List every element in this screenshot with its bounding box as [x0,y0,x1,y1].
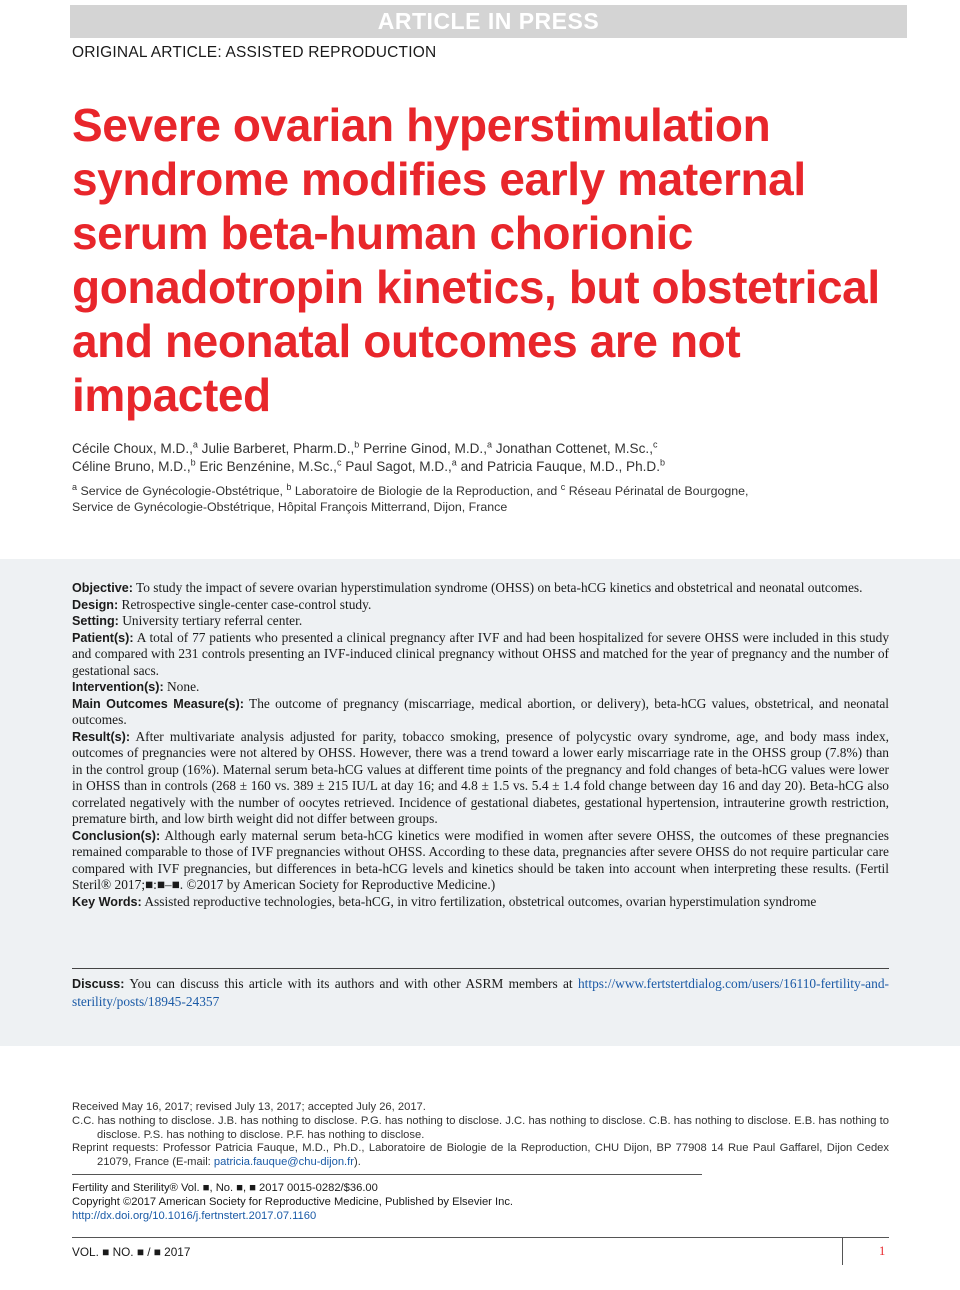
journal-citation: Fertility and Sterility® Vol. ■, No. ■, ■ 2017 0015-0282/$36.00 [72,1182,378,1194]
affiliations [72,483,902,515]
disclosures: C.C. has nothing to disclose. J.B. has nothing to disclose. P.G. has nothing to disclose. J.C. has nothing to disclose. C.B. has nothing to disclose. E.B. has nothing to disclose. P.S. has nothing to disclose. P.F. has nothing to disclose. [72,1114,889,1141]
affiliation-b: Laboratoire de Biologie de la Reproduction, and [291,484,561,498]
author-affiliation-mark: a [487,439,493,450]
abstract-section [72,597,889,614]
author-name: Jonathan Cottenet, M.Sc., [495,441,653,456]
author-affiliation-mark: a [192,439,198,450]
author-name: Julie Barberet, Pharm.D., [201,441,355,456]
affiliation-mark-a: a [72,481,78,492]
abstract-section-label: Main Outcomes Measure(s): [72,696,244,711]
abstract-section-text: University tertiary referral center. [122,613,303,628]
abstract-section [72,696,889,729]
author-name: Paul Sagot, M.D., [345,459,452,474]
footer-volume: VOL. ■ NO. ■ / ■ 2017 [72,1245,191,1259]
affiliation-c: Réseau Périnatal de Bourgogne, [565,484,749,498]
author-name: Eric Benzénine, M.Sc., [199,459,337,474]
author-name: Cécile Choux, M.D., [72,441,193,456]
abstract-section-label: Design: [72,597,119,612]
doi-link[interactable]: http://dx.doi.org/10.1016/j.fertnstert.2017.07.1160 [72,1209,317,1222]
abstract-section-label: Objective: [72,581,133,595]
reprint-text: Reprint requests: Professor Patricia Fauque, M.D., Ph.D., Laboratoire de Biologie de la Reproduction, CHU Dijon, BP 77908 14 Rue Paul Gaffarel, Dijon Cedex 21079, France (E-mail: [72,1142,889,1169]
abstract-section [72,894,889,911]
abstract-section-label: Conclusion(s): [72,828,161,843]
abstract-section [72,613,889,630]
abstract-section-text: None. [167,679,200,694]
reprint-requests [72,1142,889,1170]
footnote-divider [72,1174,702,1175]
reprint-close: ). [354,1156,361,1169]
author-affiliation-mark: c [652,439,658,450]
abstract-section [72,828,889,894]
received-dates: Received May 16, 2017; revised July 13, 2017; accepted July 26, 2017. [72,1101,426,1113]
section-label: ORIGINAL ARTICLE: ASSISTED REPRODUCTION [72,44,437,61]
abstract-section-text: A total of 77 patients who presented a clinical pregnancy after IVF and had been hospitalized for severe OHSS were included in this study and compared with 231 controls presenting an IVF-induced clinical pregnancy without OHSS and matched for the year of pregnancy and the number of gestational sacs. [72,629,890,678]
author-name: Céline Bruno, M.D., [72,459,191,474]
footer-divider [72,1237,889,1238]
abstract-section [72,630,889,680]
abstract-section-text: Assisted reproductive technologies, beta-hCG, in vitro fertilization, obstetrical outcomes, ovarian hyperstimulation syndrome [144,893,817,909]
abstract-section-text: To study the impact of severe ovarian hyperstimulation syndrome (OHSS) on beta-hCG kinetics and obstetrical and neonatal outcomes. [136,580,863,595]
discuss-text: You can discuss this article with its authors and with other ASRM members at [129,976,573,991]
abstract-section-text: Retrospective single-center case-control study. [121,596,372,612]
abstract-section-label: Patient(s): [72,630,134,645]
abstract-section [72,679,889,696]
author-name: and Patricia Fauque, M.D., Ph.D. [460,459,661,474]
footer-vertical-divider [842,1237,843,1265]
author-affiliation-mark: b [354,439,360,450]
author-list [72,440,902,476]
discuss-label: Discuss: [72,977,125,991]
discuss-link[interactable]: https://www.fertstertdialog.com/users/16110-fertility-and-sterility/posts/18945-24357 [72,976,889,1009]
footnotes [72,1101,889,1170]
affiliation-hospital: Service de Gynécologie-Obstétrique, Hôpital François Mitterrand, Dijon, France [72,500,508,514]
abstract-section-label: Result(s): [72,729,131,744]
reprint-email-link[interactable]: patricia.fauque@chu-dijon.fr [213,1156,354,1169]
journal-info [72,1182,889,1223]
abstract-divider [72,968,889,969]
author-name: Perrine Ginod, M.D., [363,441,487,456]
copyright: Copyright ©2017 American Society for Reproductive Medicine, Published by Elsevier Inc. [72,1195,514,1208]
author-affiliation-mark: c [336,457,342,468]
abstract-section-text: After multivariate analysis adjusted for parity, tobacco smoking, presence of polycystic ovary syndrome, age, and body mass index, outcomes of pregnancies were not altered by OHSS. However, there was a trend toward a lower early miscarriage rate in the OHSS group (7.8%) than in the control group (16%). Maternal serum beta-hCG values at different time points of the pregnancy and fold changes of beta-hCG values were lower in OHSS than in controls (268 ± 160 vs. 389 ± 215 IU/L at day 16; and 4.8 ± 1.5 vs. 5.4 ± 1.4 fold change between day 16 and day 20). Beta-hCG also correlated negatively with the number of oocytes retrieved. Incidence of gestational diabetes, gestational hypertension, intrauterine growth restriction, premature birth, and low birth weight did not differ between groups. [72,728,889,826]
affiliation-mark-b: b [286,481,292,492]
abstract-section-label: Key Words: [72,894,142,909]
abstract-section [72,729,889,828]
abstract-section-text: The outcome of pregnancy (miscarriage, medical abortion, or delivery), beta-hCG values, obstetrical, and neonatal outcomes. [72,695,889,727]
abstract-section-label: Setting: [72,614,119,628]
discuss-note [72,975,889,1010]
author-affiliation-mark: a [451,457,457,468]
abstract [72,580,889,910]
abstract-section [72,580,889,597]
affiliation-a: Service de Gynécologie-Obstétrique, [77,484,287,498]
page-number: 1 [879,1244,886,1258]
abstract-section-text: Although early maternal serum beta-hCG kinetics were modified in women after severe OHSS, the outcomes of these pregnancies remained comparable to those of IVF pregnancies without OHSS. According to these data, pregnancies after severe OHSS do not require particular care compared with IVF pregnancies, but differences in beta-hCG levels and kinetics should be taken into account when interpreting these results. (Fertil Steril® 2017;■:■–■. ©2017 by American Society for Reproductive Medicine.) [72,827,890,892]
abstract-section-label: Intervention(s): [72,680,164,694]
author-affiliation-mark: b [190,457,196,468]
article-title: Severe ovarian hyperstimulation syndrome modifies early maternal serum beta-human chorionic gonadotropin kinetics, but obstetrical and neonatal outcomes are not impacted [72,99,880,421]
affiliation-mark-c: c [560,481,566,492]
author-affiliation-mark: b [660,457,666,468]
article-in-press-banner: ARTICLE IN PRESS [70,5,907,38]
